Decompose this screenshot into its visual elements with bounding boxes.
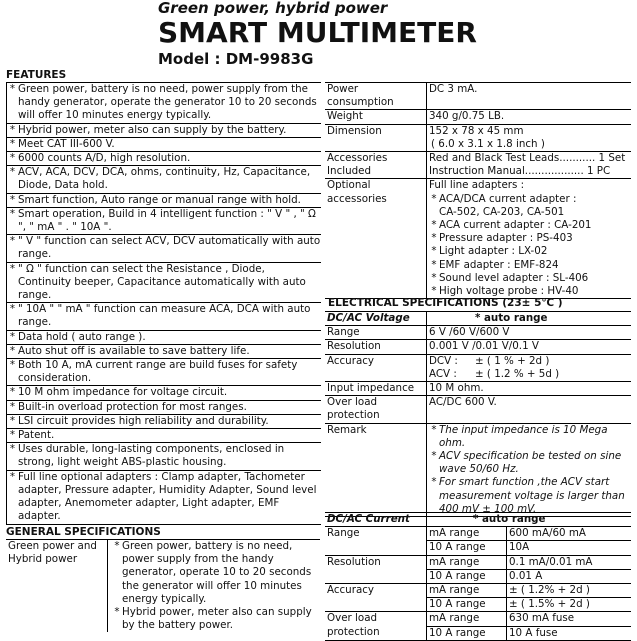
- current-ov-ma-value: 630 mA fuse: [507, 612, 631, 626]
- bullet-icon: *: [431, 450, 437, 463]
- bullet-icon: *: [9, 400, 16, 413]
- general-items: [108, 540, 320, 632]
- features-list: [6, 82, 321, 525]
- dimension-label: Dimension: [325, 125, 427, 152]
- model-number: Model : DM-9983G: [158, 50, 314, 68]
- weight-label: Weight: [325, 110, 427, 124]
- current-range-10a-value: 10A: [507, 541, 631, 555]
- remark-note-text: ACV specification be tested on sine wave 50/60 Hz.: [439, 450, 622, 476]
- feature-item: [7, 124, 321, 138]
- feature-item: [7, 331, 321, 345]
- feature-item-text: Smart function, Auto range or manual range with hold.: [18, 193, 301, 206]
- features-title: FEATURES: [6, 69, 67, 81]
- feature-item-text: ACV, ACA, DCV, DCA, ohms, continuity, Hz, Capacitance, Diode, Data hold.: [18, 166, 311, 192]
- optional-item: [429, 245, 629, 258]
- current-ov-label: Over load protection: [325, 612, 427, 640]
- current-acc-label: Accuracy: [325, 584, 427, 612]
- general-item-text: Green power, battery is no need, power supply from the handy generator, operate 10 to 20 seconds the generator will offer 10 minutes energy typically.: [122, 540, 312, 605]
- bullet-icon: *: [9, 166, 16, 179]
- voltage-range-label: Range: [325, 326, 427, 340]
- feature-item: [7, 208, 321, 235]
- bullet-icon: *: [9, 235, 16, 248]
- general-item: [112, 606, 320, 632]
- current-acc-ma: mA range: [427, 584, 507, 598]
- remark-note: [429, 476, 629, 516]
- voltage-imp-value: 10 M ohm.: [427, 382, 631, 396]
- bullet-icon: *: [9, 123, 16, 136]
- current-acc-10a-value: ± ( 1.5% + 2d ): [507, 598, 631, 612]
- optional-item: [429, 193, 629, 206]
- optional-item: [429, 206, 629, 219]
- voltage-res-label: Resolution: [325, 340, 427, 354]
- optional-item-text: Sound level adapter : SL-406: [439, 271, 589, 284]
- voltage-table: [325, 311, 631, 517]
- current-table: [325, 512, 631, 641]
- optional-item-text: EMF adapter : EMF-824: [439, 258, 559, 271]
- accessories-label: Accessories Included: [325, 152, 427, 179]
- voltage-autorange: * auto range: [427, 312, 631, 326]
- feature-item-text: Auto shut off is available to save battery life.: [18, 344, 250, 357]
- general-spec-table: [6, 539, 320, 632]
- bullet-icon: *: [431, 192, 437, 205]
- electrical-title: ELECTRICAL SPECIFICATIONS (23± 5℃ ): [328, 297, 563, 309]
- feature-item-text: " Ω " function can select the Resistance , Diode, Continuity beeper, Capacitance automatically with auto range.: [18, 262, 306, 302]
- bullet-icon: *: [9, 83, 16, 95]
- general-item-text: Hybrid power, meter also can supply by the battery power.: [122, 606, 312, 632]
- optional-item-text: High voltage probe : HV-40: [439, 285, 579, 298]
- optional-item-text: CA-502, CA-203, CA-501: [439, 205, 565, 218]
- feature-item-text: Green power, battery is no need, power supply from the handy generator, operate the generator 10 to 20 seconds will offer 10 minutes energy typically.: [18, 83, 317, 122]
- feature-item-text: Smart operation, Build in 4 intelligent function : " V " , " Ω ", " mA " . " 10A ".: [18, 207, 316, 234]
- header-subtitle: Green power, hybrid power: [158, 0, 388, 17]
- current-res-ma-value: 0.1 mA/0.01 mA: [507, 556, 631, 570]
- feature-item-text: LSI circuit provides high reliability and durability.: [18, 414, 269, 427]
- bullet-icon: *: [431, 219, 437, 232]
- bullet-icon: *: [9, 429, 16, 442]
- current-range-ma-value: 600 mA/60 mA: [507, 527, 631, 541]
- remark-note: [429, 424, 629, 450]
- current-res-10a-value: 0.01 A: [507, 570, 631, 584]
- current-ov-10a: 10 A range: [427, 627, 507, 641]
- bullet-icon: *: [431, 232, 437, 245]
- power-value: DC 3 mA.: [427, 83, 631, 110]
- bullet-icon: *: [431, 476, 437, 489]
- bullet-icon: *: [9, 330, 16, 343]
- feature-item: [7, 359, 321, 386]
- current-res-label: Resolution: [325, 556, 427, 584]
- optional-item-text: Light adapter : LX-02: [439, 245, 548, 258]
- voltage-acc-value: DCV : ± ( 1 % + 2d ) ACV : ± ( 1.2 % + 5d ): [427, 355, 631, 382]
- voltage-ov-label: Over load protection: [325, 396, 427, 423]
- feature-item: [7, 235, 321, 262]
- general-title: GENERAL SPECIFICATIONS: [6, 526, 161, 538]
- feature-item: [7, 263, 321, 304]
- current-ov-ma: mA range: [427, 612, 507, 626]
- bullet-icon: *: [9, 470, 16, 483]
- optional-item: [429, 232, 629, 245]
- current-res-ma: mA range: [427, 556, 507, 570]
- current-range-ma: mA range: [427, 527, 507, 541]
- page-title: SMART MULTIMETER: [158, 16, 477, 49]
- voltage-imp-label: Input impedance: [325, 382, 427, 396]
- feature-item: [7, 401, 321, 415]
- bullet-icon: *: [114, 606, 120, 619]
- bullet-icon: *: [9, 137, 16, 150]
- bullet-icon: *: [431, 271, 437, 284]
- bullet-icon: *: [9, 414, 16, 427]
- accessories-value: Red and Black Test Leads........... 1 Set Instruction Manual.................. 1 PC: [427, 152, 631, 179]
- feature-item: [7, 194, 321, 208]
- feature-item-text: 6000 counts A/D, high resolution.: [18, 152, 191, 165]
- optional-item: [429, 219, 629, 232]
- bullet-icon: *: [9, 344, 16, 357]
- voltage-acc-label: Accuracy: [325, 355, 427, 382]
- feature-item: [7, 152, 321, 166]
- feature-item-text: Hybrid power, meter also can supply by the battery.: [18, 123, 287, 136]
- feature-item-text: Both 10 A, mA current range are build fuses for safety consideration.: [18, 359, 298, 385]
- current-res-10a: 10 A range: [427, 570, 507, 584]
- optional-value: Full line adapters : * ACA/DCA current adapter : CA-502, CA-203, CA-501 * ACA current adapter : CA-201 * Pressure adapter : PS-403 * Light adapter : LX-02 * EMF adapter : EMF-824 * Sound level adapter : SL-406 * High voltage probe : HV-40: [427, 179, 631, 299]
- remark-note: [429, 450, 629, 476]
- bullet-icon: *: [431, 258, 437, 271]
- general-item: [112, 540, 320, 606]
- power-label: Power consumption: [325, 83, 427, 110]
- spec-table: [325, 82, 631, 299]
- feature-item: [7, 83, 321, 124]
- voltage-range-value: 6 V /60 V/600 V: [427, 326, 631, 340]
- bullet-icon: *: [9, 359, 16, 372]
- optional-item-text: ACA current adapter : CA-201: [439, 219, 592, 232]
- bullet-icon: *: [114, 540, 120, 552]
- feature-item: [7, 138, 321, 152]
- feature-item-text: Patent.: [18, 429, 55, 442]
- feature-item: [7, 471, 321, 525]
- remark-note-text: For smart function ,the ACV start measurement voltage is larger than 400 mV ± 100 mV.: [439, 476, 625, 515]
- optional-item-text: Pressure adapter : PS-403: [439, 232, 573, 245]
- general-label: Green power and Hybrid power: [6, 540, 108, 632]
- bullet-icon: *: [9, 443, 16, 456]
- bullet-icon: [429, 206, 439, 219]
- bullet-icon: *: [431, 245, 437, 258]
- current-range-10a: 10 A range: [427, 541, 507, 555]
- optional-item: [429, 272, 629, 285]
- bullet-icon: *: [431, 285, 437, 298]
- voltage-ov-value: AC/DC 600 V.: [427, 396, 631, 423]
- feature-item: [7, 345, 321, 359]
- feature-item: [7, 386, 321, 400]
- feature-item: [7, 429, 321, 443]
- feature-item-text: " 10A " " mA " function can measure ACA, DCA with auto range.: [18, 303, 311, 329]
- bullet-icon: *: [431, 423, 437, 436]
- feature-item: [7, 166, 321, 193]
- dimension-value: 152 x 78 x 45 mm ( 6.0 x 3.1 x 1.8 inch ): [427, 125, 631, 152]
- current-autorange: * auto range: [427, 513, 631, 527]
- feature-item: [7, 303, 321, 330]
- bullet-icon: *: [9, 207, 16, 220]
- voltage-head: DC/AC Voltage: [325, 312, 427, 326]
- current-acc-10a: 10 A range: [427, 598, 507, 612]
- feature-item-text: Built-in overload protection for most ranges.: [18, 400, 247, 413]
- current-head: DC/AC Current: [325, 513, 427, 527]
- current-range-label: Range: [325, 527, 427, 555]
- feature-item-text: 10 M ohm impedance for voltage circuit.: [18, 386, 228, 399]
- feature-item-text: Meet CAT III-600 V.: [18, 137, 115, 150]
- bullet-icon: *: [9, 303, 16, 316]
- optional-item-text: ACA/DCA current adapter :: [439, 192, 577, 205]
- weight-value: 340 g/0.75 LB.: [427, 110, 631, 124]
- feature-item-text: Uses durable, long-lasting components, enclosed in strong, light weight ABS-plastic housing.: [18, 443, 285, 469]
- voltage-res-value: 0.001 V /0.01 V/0.1 V: [427, 340, 631, 354]
- feature-item-text: Data hold ( auto range ).: [18, 330, 146, 343]
- current-ov-10a-value: 10 A fuse: [507, 627, 631, 641]
- optional-item: [429, 259, 629, 272]
- voltage-remark-notes: [427, 424, 631, 517]
- bullet-icon: *: [9, 386, 16, 399]
- voltage-remark-label: Remark: [325, 424, 427, 517]
- feature-item: [7, 443, 321, 470]
- bullet-icon: *: [9, 152, 16, 165]
- bullet-icon: *: [9, 262, 16, 275]
- feature-item: [7, 415, 321, 429]
- current-acc-ma-value: ± ( 1.2% + 2d ): [507, 584, 631, 598]
- optional-label: Optional accessories: [325, 179, 427, 299]
- feature-item-text: Full line optional adapters : Clamp adapter, Tachometer adapter, Pressure adapter, Humidity Adapter, Sound level adapter, Anemometer adapter, Light adapter, EMF adapter.: [18, 470, 317, 523]
- remark-note-text: The input impedance is 10 Mega ohm.: [439, 423, 608, 449]
- feature-item-text: " V " function can select ACV, DCV automatically with auto range.: [18, 235, 321, 261]
- bullet-icon: *: [9, 193, 16, 206]
